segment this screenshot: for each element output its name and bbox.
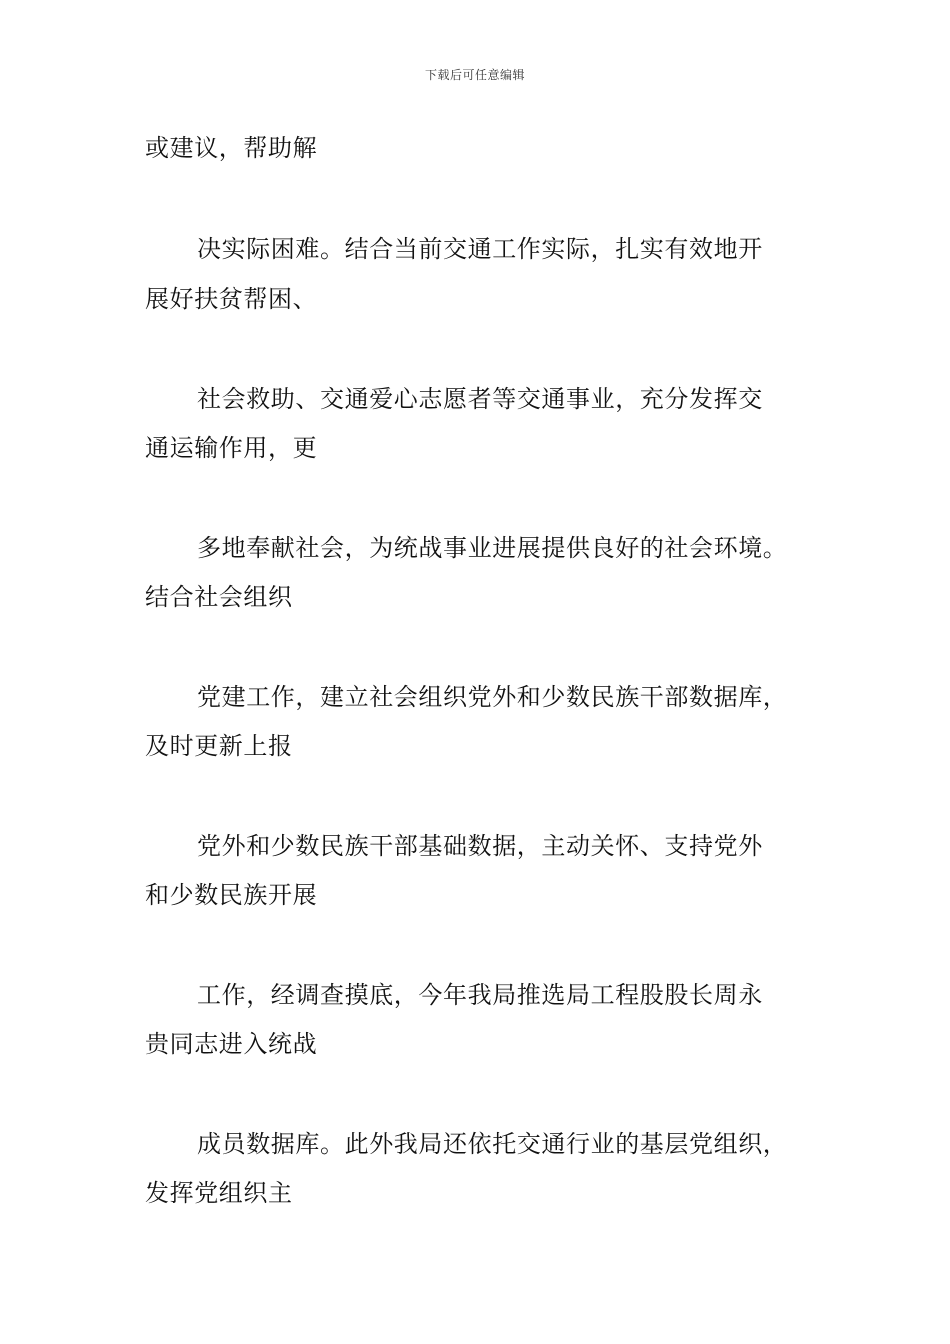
text-line: 多地奉献社会，为统战事业进展提供良好的社会环境。 xyxy=(197,534,788,562)
text-line: 决实际困难。结合当前交通工作实际，扎实有效地开 xyxy=(197,235,763,263)
text-line: 发挥党组织主 xyxy=(145,1179,293,1207)
text-line: 和少数民族开展 xyxy=(145,881,318,909)
text-line: 结合社会组织 xyxy=(145,583,293,611)
text-line: 及时更新上报 xyxy=(145,732,293,760)
text-line: 展好扶贫帮困、 xyxy=(145,285,318,313)
page-header: 下载后可任意编辑 xyxy=(424,68,525,82)
text-line: 贵同志进入统战 xyxy=(145,1030,318,1058)
text-line: 成员数据库。此外我局还依托交通行业的基层党组织， xyxy=(197,1130,788,1158)
text-line: 工作，经调查摸底，今年我局推选局工程股股长周永 xyxy=(197,981,763,1009)
text-line: 社会救助、交通爱心志愿者等交通事业，充分发挥交 xyxy=(197,385,763,413)
text-line: 通运输作用，更 xyxy=(145,434,318,462)
text-line: 或建议，帮助解 xyxy=(145,134,318,162)
text-line: 党建工作，建立社会组织党外和少数民族干部数据库， xyxy=(197,683,788,711)
text-line: 党外和少数民族干部基础数据，主动关怀、支持党外 xyxy=(197,832,763,860)
